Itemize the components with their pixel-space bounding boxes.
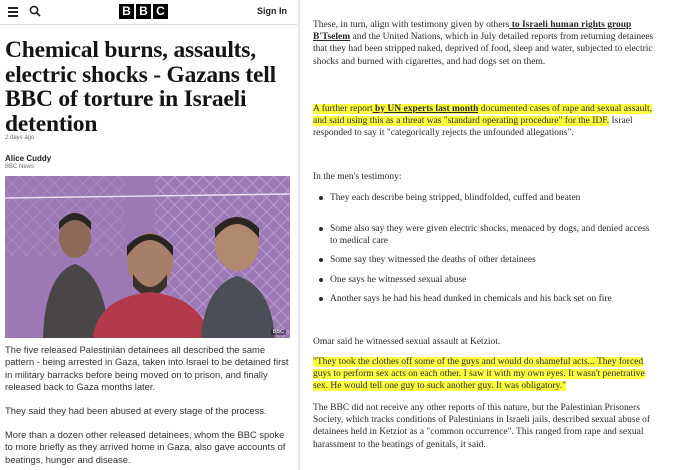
right-paragraph-1 xyxy=(313,19,658,68)
logo-letter-b2: B xyxy=(136,4,151,19)
logo-letter-b1: B xyxy=(119,4,134,19)
right-paragraph-last: The BBC did not receive any other reports of this nature, but the Palestinian Prisoners Society, which tracks conditions of Palestinians in Israeli jails, described sexual abuse of detainees held in Ketziot as a "common occurrence". This ranged from rape and sexual harassment to the beatings of genitals, it said. xyxy=(313,403,651,450)
article-timestamp: 2 days ago xyxy=(5,135,35,141)
article-screenshot-right xyxy=(300,0,680,470)
p2-after: Israel responded to say it "categorically rejects the unfounded allegations". xyxy=(313,116,633,139)
p2-highlight-before: A further report xyxy=(313,104,373,114)
photo-watermark: BBC xyxy=(272,329,284,335)
bullet-item-5: Another says he had his head dunked in chemicals and his back set on fire xyxy=(317,293,657,305)
right-paragraph-omar: Omar said he witnessed sexual assault at Ketziot. xyxy=(313,337,501,347)
testimony-intro: In the men's testimony: xyxy=(313,172,402,182)
article-hero-photo xyxy=(5,176,290,338)
bbc-logo[interactable] xyxy=(119,4,168,19)
btselem-link[interactable]: to Israeli human rights group B'Tselem xyxy=(313,20,632,43)
left-paragraph-3: More than a dozen other released detainees, whom the BBC spoke to more briefly as they arrived home in Gaza, also gave accounts of beatings, hunger and disease. xyxy=(5,429,286,465)
right-paragraph-2 xyxy=(313,103,658,140)
bullet-item-3: Some say they witnessed the deaths of other detainees xyxy=(317,254,657,266)
bullet-item-1: They each describe being stripped, blindfolded, cuffed and beaten xyxy=(317,192,657,204)
highlighted-quote xyxy=(313,356,658,393)
un-experts-link[interactable]: by UN experts last month xyxy=(372,104,479,114)
hamburger-menu-icon[interactable] xyxy=(8,7,18,16)
logo-letter-c: C xyxy=(153,4,168,19)
article-headline: Chemical burns, assaults, electric shocks - Gazans tell BBC of torture in Israeli detention xyxy=(5,37,276,137)
left-paragraph-1: The five released Palestinian detainees all described the same pattern - being arrested in Gaza, taken into Israel to be detained first in military barracks before being moved on to prison, and finally released back to Gaza months later. xyxy=(5,344,289,393)
p1-after: and the United Nations, which in July detailed reports from returning detainees that they had been stripped naked, deprived of food, sleep and water, subjected to electric shocks and burned with cigarettes, and had dogs set on them. xyxy=(313,32,654,67)
article-screenshot-left xyxy=(0,0,297,470)
p1-before: These, in turn, align with testimony given by others xyxy=(313,20,510,30)
sign-in-link[interactable]: Sign In xyxy=(257,6,287,16)
bbc-header-bar xyxy=(0,0,297,25)
article-author[interactable]: Alice Cuddy xyxy=(5,154,52,163)
quote-text: "They took the clothes off some of the guys and would do shameful acts... They forced guys to perform sex acts on each other. I saw it with my own eyes. It wasn't penetrative sex. He would tell one guy to suck another guy. It was obligatory." xyxy=(313,357,645,392)
search-icon[interactable] xyxy=(29,5,41,17)
article-source: BBC News xyxy=(5,164,35,170)
bullet-item-2: Some also say they were given electric shocks, menaced by dogs, and denied access to medical care xyxy=(317,223,657,247)
left-paragraph-2: They said they had been abused at every stage of the process. xyxy=(5,405,267,416)
photo-illustration xyxy=(5,176,290,338)
p2-highlight-after: documented cases of rape and sexual assault, and said using this as a threat was "standard operating procedure" for the IDF. xyxy=(313,104,653,127)
bullet-item-4: One says he witnessed sexual abuse xyxy=(317,274,657,286)
